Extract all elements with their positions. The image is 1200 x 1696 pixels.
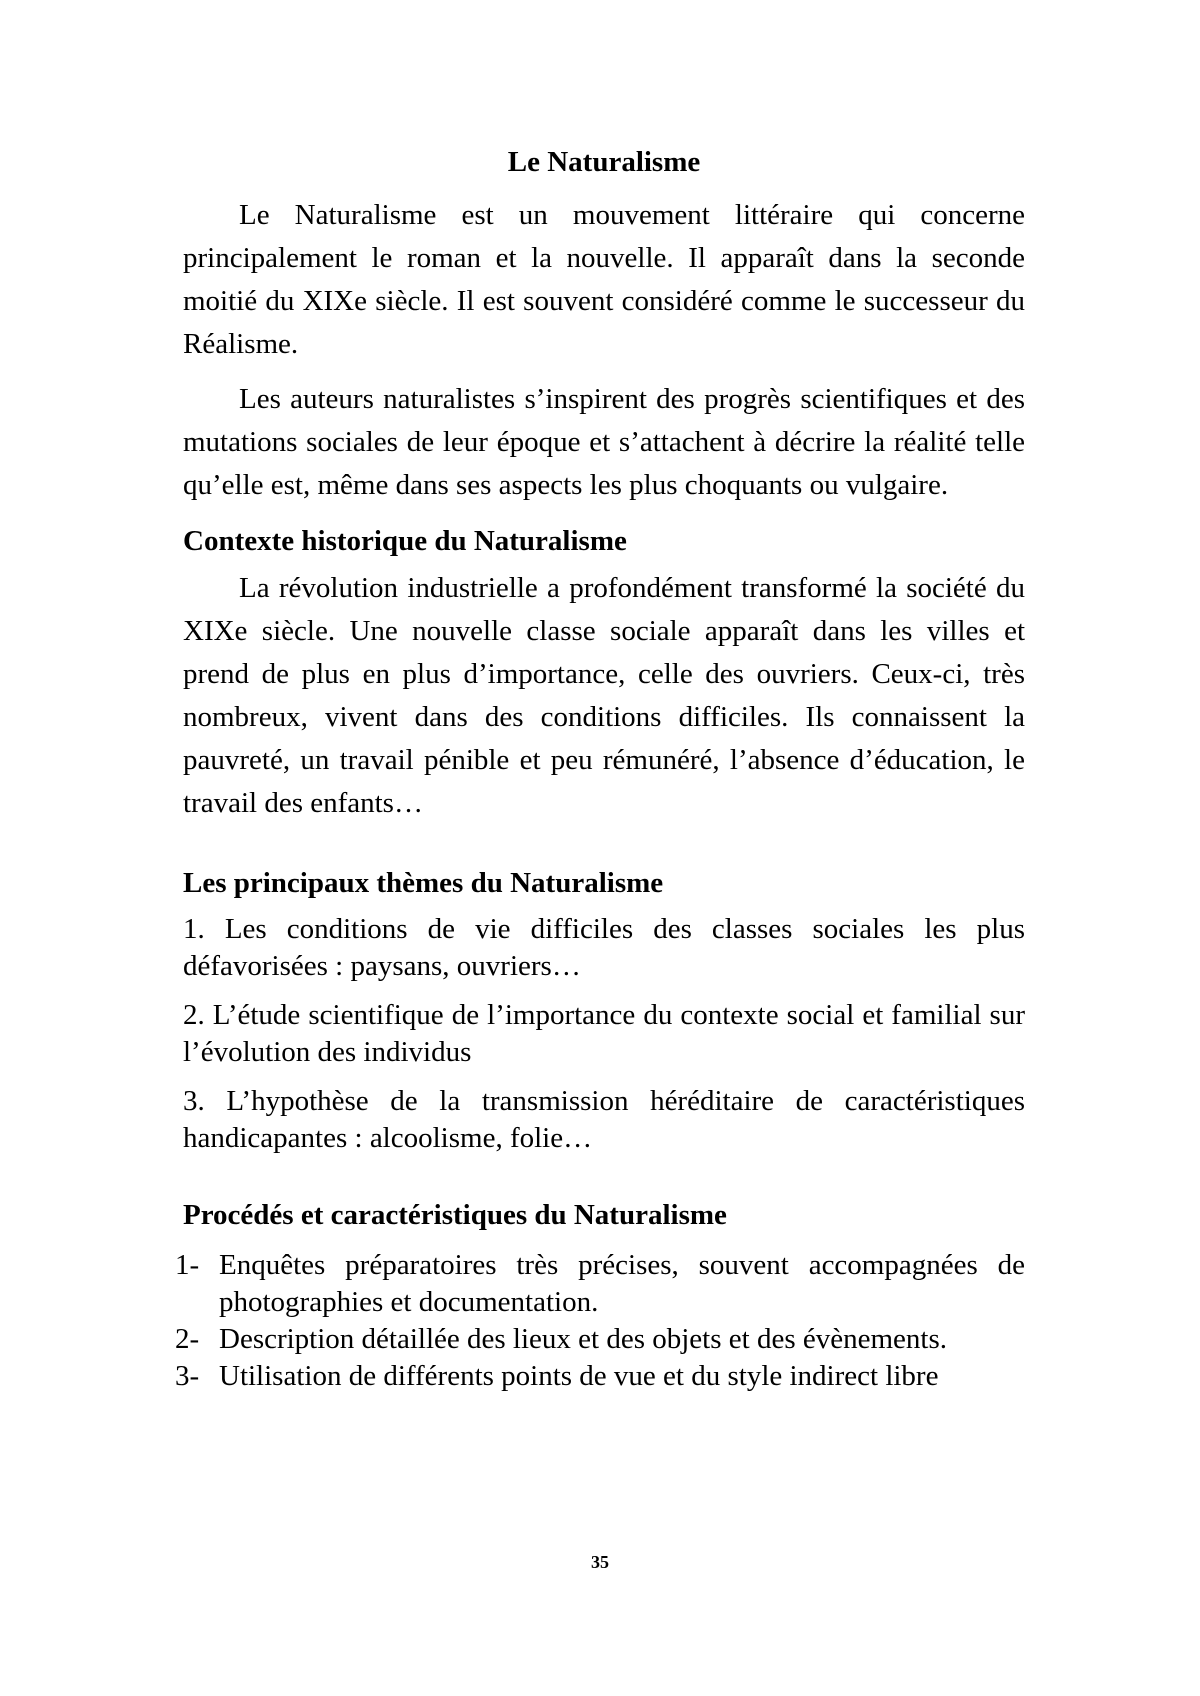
intro-paragraph-2: Les auteurs naturalistes s’inspirent des progrès scientifiques et des mutations sociales de leur époque et s’attachent à décrire la réalité telle qu’elle est, même dans ses aspects les plus choquants ou vulgaire.	[183, 383, 1025, 501]
theme-item: 2. L’étude scientifique de l’importance du contexte social et familial sur l’évolution des individus	[183, 999, 1025, 1068]
list-item	[175, 1247, 1025, 1321]
intro-paragraph-1: Le Naturalisme est un mouvement littéraire qui concerne principalement le roman et la nouvelle. Il apparaît dans la seconde moitié du XIXe siècle. Il est souvent considéré comme le successeur du Réalisme.	[183, 199, 1025, 360]
list-item	[175, 1358, 1025, 1395]
theme-item: 3. L’hypothèse de la transmission héréditaire de caractéristiques handicapantes : alcoolisme, folie…	[183, 1085, 1025, 1154]
list-item-text: Enquêtes préparatoires très précises, souvent accompagnées de photographies et documentation.	[219, 1249, 1025, 1318]
list-item-text: Description détaillée des lieux et des objets et des évènements.	[219, 1323, 947, 1355]
contexte-heading: Contexte historique du Naturalisme	[183, 525, 627, 557]
list-item-text: Utilisation de différents points de vue et du style indirect libre	[219, 1360, 939, 1392]
list-item-number: 1-	[175, 1249, 200, 1281]
document-page	[175, 140, 1025, 1395]
list-item	[175, 1321, 1025, 1358]
list-item-number: 3-	[175, 1360, 200, 1392]
contexte-paragraph: La révolution industrielle a profondément transformé la société du XIXe siècle. Une nouvelle classe sociale apparaît dans les villes et prend de plus en plus d’importance, celle des ouvriers. Ceux-ci, très nombreux, vivent dans des conditions difficiles. Ils connaissent la pauvreté, un travail pénible et peu rémunéré, l’absence d’éducation, le travail des enfants…	[183, 572, 1025, 819]
list-item-number: 2-	[175, 1323, 200, 1355]
themes-heading: Les principaux thèmes du Naturalisme	[183, 867, 664, 899]
page-title: Le Naturalisme	[507, 146, 701, 178]
procedes-heading: Procédés et caractéristiques du Naturalisme	[183, 1199, 727, 1231]
page-number: 35	[591, 1552, 609, 1572]
procedes-list	[175, 1247, 1025, 1395]
theme-item: 1. Les conditions de vie difficiles des classes sociales les plus défavorisées : paysans, ouvriers…	[183, 913, 1025, 982]
